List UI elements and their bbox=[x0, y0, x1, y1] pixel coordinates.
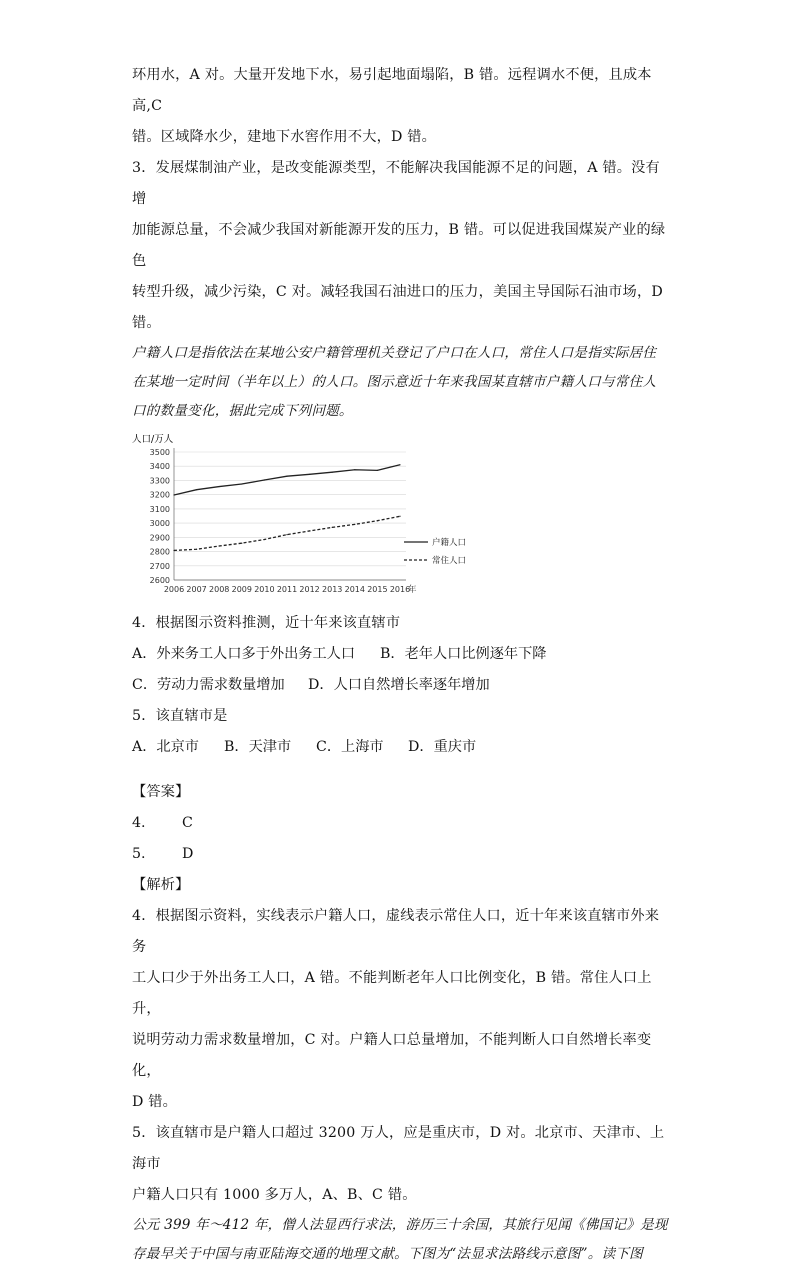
data-point bbox=[173, 550, 174, 551]
data-point bbox=[241, 483, 242, 484]
y-tick-label: 3500 bbox=[149, 448, 170, 457]
x-tick-label: 2012 bbox=[299, 585, 320, 594]
analysis-line: 说明劳动力需求数量增加，C 对。户籍人口总量增加，不能判断人口自然增长率变化， bbox=[132, 1032, 652, 1079]
data-point bbox=[286, 476, 287, 477]
data-point bbox=[354, 524, 355, 525]
intro-line: 在某地一定时间（半年以上）的人口。图示意近十年来我国某直辖市户籍人口与常住人 bbox=[132, 374, 657, 390]
x-tick-label: 2010 bbox=[254, 585, 275, 594]
chart-svg bbox=[132, 430, 467, 600]
y-tick-label: 2600 bbox=[149, 576, 170, 585]
data-point bbox=[309, 474, 310, 475]
y-tick-label: 2800 bbox=[149, 547, 170, 557]
prev-explanation-line: 错。区域降水少，建地下水窖作用不大，D 错。 bbox=[132, 129, 437, 145]
data-point bbox=[332, 472, 333, 473]
data-point bbox=[377, 470, 378, 471]
y-tick-label: 3000 bbox=[149, 519, 170, 529]
data-point bbox=[264, 479, 265, 480]
x-tick-label: 2006 bbox=[163, 585, 185, 594]
x-tick-label: 2007 bbox=[186, 585, 207, 594]
x-tick-label: 2009 bbox=[231, 585, 252, 594]
x-tick-label: 2008 bbox=[209, 585, 230, 594]
data-point bbox=[241, 543, 242, 544]
q5-options-row bbox=[132, 732, 672, 763]
document-page bbox=[132, 60, 672, 1269]
legend-label: 常住人口 bbox=[432, 556, 467, 566]
q5-option-a: A．北京市 bbox=[132, 739, 199, 755]
q5-option-c: C．上海市 bbox=[316, 739, 384, 755]
next-passage-line: 存最早关于中国与南亚陆海交通的地理文献。下图为“法显求法路线示意图”。读下图 bbox=[132, 1246, 643, 1262]
q3-explanation-line: 3．发展煤制油产业，是改变能源类型，不能解决我国能源不足的问题，A 错。没有增 bbox=[132, 160, 660, 207]
data-point bbox=[332, 527, 333, 528]
data-point bbox=[354, 469, 355, 470]
answer-number: 4. bbox=[132, 815, 146, 831]
data-point bbox=[196, 489, 197, 490]
series-line bbox=[174, 516, 400, 550]
prev-explanation-line: 环用水，A 对。大量开发地下水，易引起地面塌陷，B 错。远程调水不便，且成本高,C bbox=[132, 67, 652, 114]
x-axis-label: 年 bbox=[408, 585, 417, 595]
x-tick-label: 2011 bbox=[276, 585, 298, 594]
analysis-line: 4．根据图示资料，实线表示户籍人口，虚线表示常住人口，近十年来该直辖市外来务 bbox=[132, 908, 660, 955]
q4-options-row-1 bbox=[132, 639, 672, 670]
data-point bbox=[219, 486, 220, 487]
analysis-line: 户籍人口只有 1000 多万人，A、B、C 错。 bbox=[132, 1187, 417, 1203]
x-tick-label: 2016 bbox=[389, 585, 411, 594]
series-line bbox=[174, 465, 400, 495]
answer-value: D bbox=[182, 846, 194, 862]
y-tick-label: 3100 bbox=[149, 504, 170, 514]
q3-explanation-line: 转型升级，减少污染，C 对。减轻我国石油进口的压力，美国主导国际石油市场，D 错。 bbox=[132, 284, 663, 331]
data-point bbox=[173, 494, 174, 495]
intro-line: 户籍人口是指依法在某地公安户籍管理机关登记了户口在人口，常住人口是指实际居住 bbox=[132, 345, 657, 361]
x-tick-label: 2015 bbox=[367, 585, 388, 594]
answer-number: 5. bbox=[132, 846, 146, 862]
y-tick-label: 2900 bbox=[149, 533, 170, 543]
data-point bbox=[399, 464, 400, 465]
x-tick-label: 2013 bbox=[322, 585, 343, 594]
data-point bbox=[286, 534, 287, 535]
intro-line: 口的数量变化，据此完成下列问题。 bbox=[132, 403, 353, 419]
population-line-chart bbox=[132, 430, 467, 600]
q4-options-row-2 bbox=[132, 670, 672, 701]
q4-option-b: B．老年人口比例逐年下降 bbox=[380, 646, 547, 662]
answer-item bbox=[132, 839, 672, 870]
q4-option-c: C．劳动力需求数量增加 bbox=[132, 677, 285, 693]
q4-option-d: D．人口自然增长率逐年增加 bbox=[308, 677, 490, 693]
data-point bbox=[264, 539, 265, 540]
analysis-line: 5．该直辖市是户籍人口超过 3200 万人，应是重庆市，D 对。北京市、天津市、上海市 bbox=[132, 1125, 665, 1172]
next-passage-line: 公元 399 年～412 年，僧人法显西行求法，游历三十余国，其旅行见闻《佛国记》是现 bbox=[132, 1217, 668, 1233]
q4-stem: 4．根据图示资料推测，近十年来该直辖市 bbox=[132, 615, 401, 631]
q3-explanation-line: 加能源总量，不会减少我国对新能源开发的压力，B 错。可以促进我国煤炭产业的绿色 bbox=[132, 222, 666, 269]
y-tick-label: 3300 bbox=[149, 476, 170, 486]
q4-option-a: A．外来务工人口多于外出务工人口 bbox=[132, 646, 356, 662]
data-point bbox=[399, 516, 400, 517]
analysis-heading: 【解析】 bbox=[132, 877, 190, 893]
analysis-line: 工人口少于外出务工人口，A 错。不能判断老年人口比例变化，B 错。常住人口上升， bbox=[132, 970, 652, 1017]
data-point bbox=[377, 520, 378, 521]
y-tick-label: 3400 bbox=[149, 462, 170, 472]
data-point bbox=[309, 530, 310, 531]
q5-option-d: D．重庆市 bbox=[408, 739, 477, 755]
q5-option-b: B．天津市 bbox=[224, 739, 292, 755]
data-point bbox=[196, 549, 197, 550]
x-tick-label: 2014 bbox=[344, 585, 365, 594]
y-tick-label: 2700 bbox=[149, 561, 170, 571]
y-tick-label: 3200 bbox=[149, 490, 170, 500]
data-point bbox=[219, 545, 220, 546]
y-axis-label: 人口/万人 bbox=[132, 434, 174, 445]
legend-label: 户籍人口 bbox=[432, 538, 467, 548]
answer-value: C bbox=[182, 815, 193, 831]
analysis-line: D 错。 bbox=[132, 1094, 178, 1110]
q5-stem: 5．该直辖市是 bbox=[132, 708, 228, 724]
answer-item bbox=[132, 808, 672, 839]
answer-heading: 【答案】 bbox=[132, 784, 190, 800]
